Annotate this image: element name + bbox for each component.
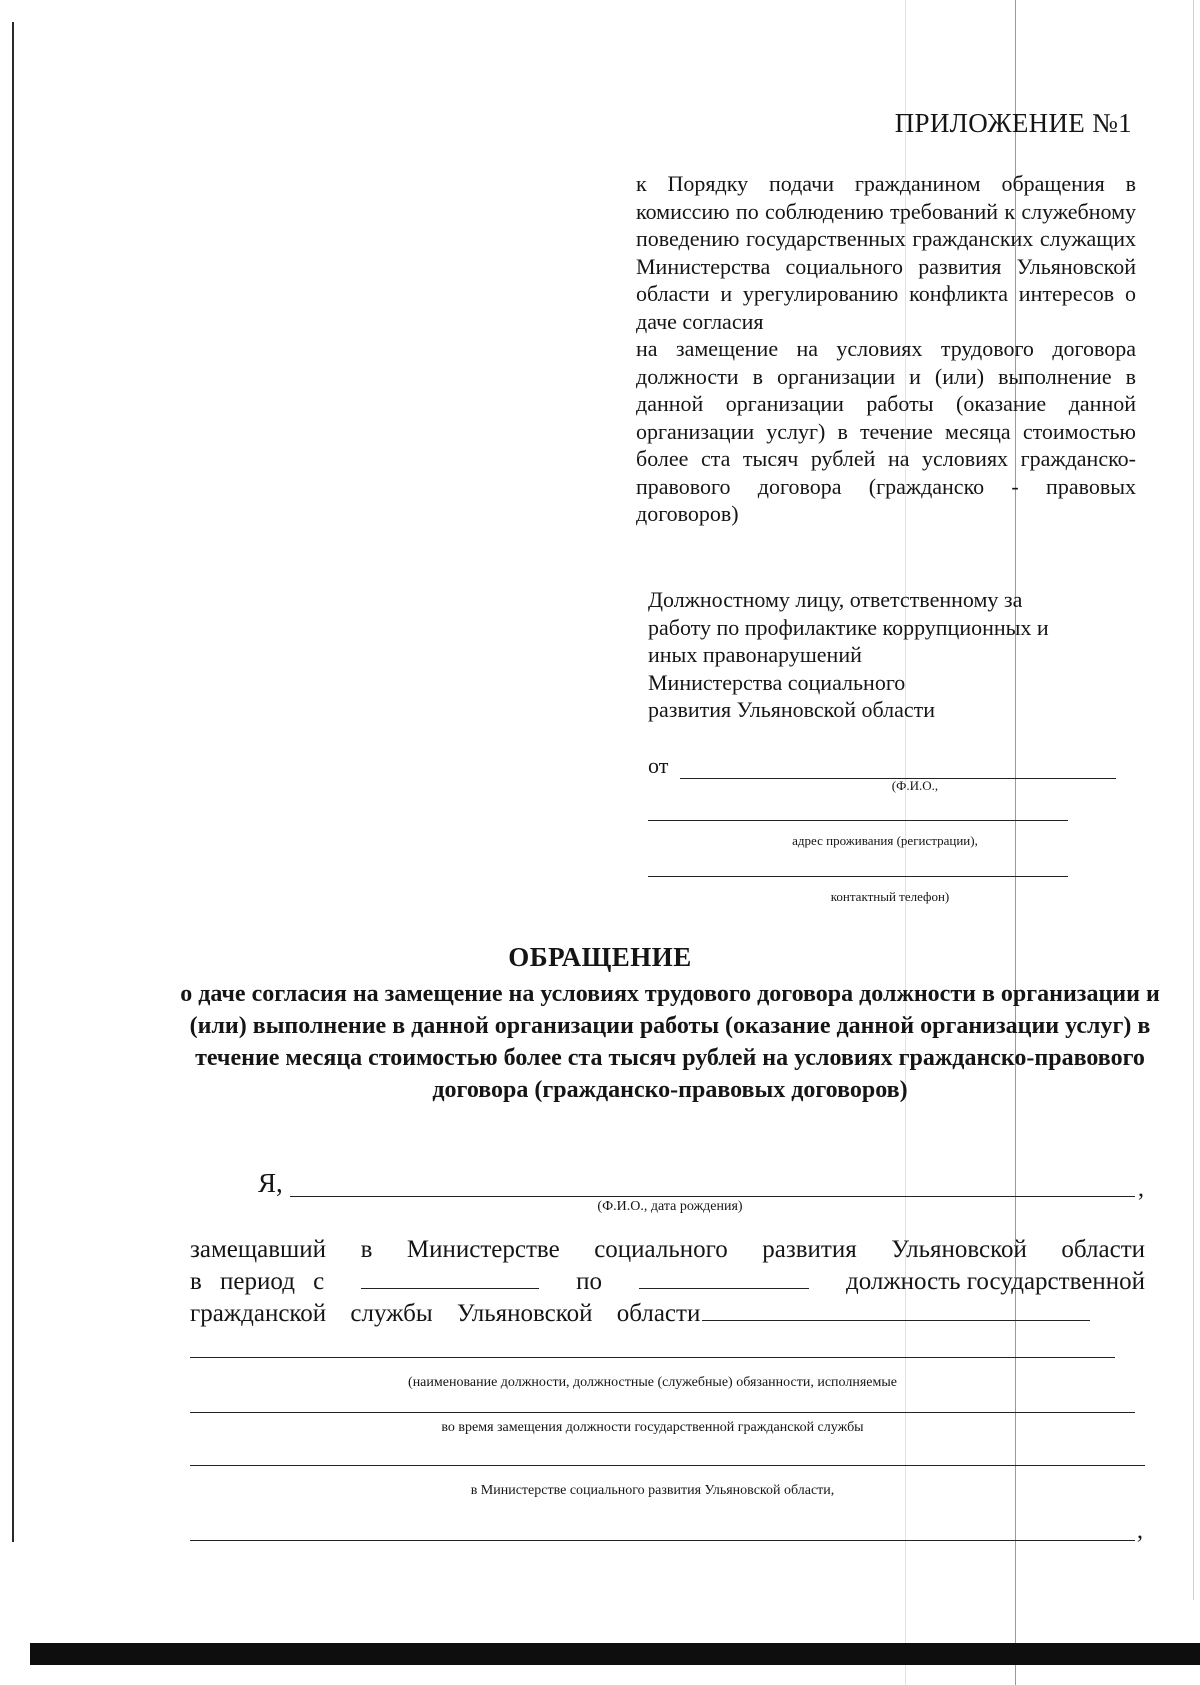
appendix-description [636, 170, 1136, 528]
applicant-comma: , [1138, 1176, 1144, 1202]
recipient-line-4: Министерства социального [648, 669, 906, 695]
position-field-line-3[interactable] [190, 1465, 1145, 1466]
document-subtitle: о даче согласия на замещение на условиях трудового договора должности в организации и (или) выполнение в данной организации работы (оказание данной организации услуг) в течение месяца стоимостью более ста тысяч рублей на условиях гражданско-правового договора (гражданско-правовых договоров) [180, 981, 1160, 1103]
from-phone-field[interactable] [648, 876, 1068, 877]
from-address-field[interactable] [648, 820, 1068, 821]
appendix-paragraph-2: на замещение на условиях трудового договора должности в организации и (или) выполнение в данной организации работы (оказание данной организации услуг) в течение месяца стоимостью более ста тысяч рублей на условиях гражданско-правового договора (гражданско - правовых договоров) [636, 336, 1136, 526]
during-caption: во время замещения должности государственной гражданской службы [441, 1420, 864, 1435]
document-title: ОБРАЩЕНИЕ [508, 942, 692, 972]
ministry-text: замещавший в Министерстве социального развития Ульяновской области [190, 1236, 1145, 1263]
applicant-name-caption: (Ф.И.О., дата рождения) [597, 1199, 743, 1214]
service-position-field[interactable] [702, 1319, 1090, 1321]
recipient-line-3: иных правонарушений [648, 642, 862, 667]
end-comma: , [1137, 1518, 1143, 1544]
scan-bottom-edge [30, 1643, 1200, 1665]
form-line-service [190, 1300, 1145, 1328]
service-text: гражданской службы Ульяновской области [190, 1300, 701, 1327]
position-label: должность государственной [845, 1268, 1145, 1295]
period-start-label: в период с [190, 1268, 325, 1295]
appendix-title: ПРИЛОЖЕНИЕ №1 [894, 108, 1132, 138]
form-line-period [190, 1268, 1145, 1296]
period-end-field[interactable] [639, 1287, 809, 1289]
from-name-caption: (Ф.И.О., [891, 778, 939, 793]
form-line-ministry [190, 1236, 1145, 1264]
position-caption: (наименование должности, должностные (служебные) обязанности, исполняемые [408, 1375, 897, 1390]
ministry-caption: в Министерстве социального развития Ульяновской области, [470, 1483, 835, 1498]
period-to-label: по [576, 1268, 603, 1295]
recipient-line-2: работу по профилактике коррупционных и [648, 614, 1049, 640]
position-field-line-4[interactable] [190, 1540, 1135, 1541]
from-phone-caption: контактный телефон) [830, 889, 950, 904]
recipient-line-1: Должностному лицу, ответственному за [648, 587, 1023, 612]
applicant-name-field[interactable] [290, 1196, 1135, 1197]
applicant-label: Я, [258, 1168, 283, 1198]
period-start-field[interactable] [361, 1287, 539, 1289]
recipient-line-5: развития Ульяновской области [648, 697, 936, 722]
from-label: от [648, 753, 669, 778]
scan-edge-right [1193, 0, 1194, 1600]
position-field-line-1[interactable] [190, 1357, 1115, 1358]
recipient-block [648, 586, 1098, 724]
position-field-line-2[interactable] [190, 1412, 1135, 1413]
from-address-caption: адрес проживания (регистрации), [792, 833, 978, 848]
appendix-paragraph-1: к Порядку подачи гражданином обращения в комиссию по соблюдению требований к служебному поведению государственных гражданских служащих Министерства социального развития Ульяновской области и урегулированию конфликта интересов о даче согласия [636, 171, 1136, 334]
scan-edge-left [12, 22, 14, 1542]
